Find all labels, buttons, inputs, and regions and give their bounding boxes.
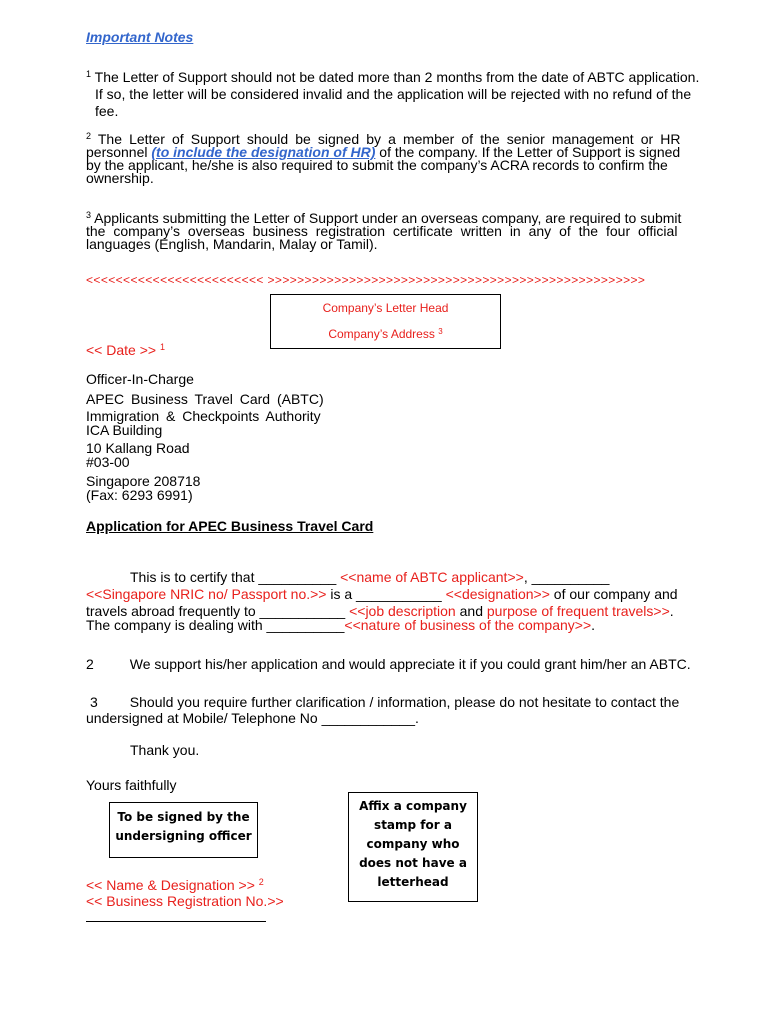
note-2 xyxy=(86,133,701,185)
note-3-line2: the company’s overseas business registration certificate written in any of the four official xyxy=(86,223,678,239)
note-1-line3: fee. xyxy=(95,103,119,119)
address-line3: Immigration & Checkpoints Authority xyxy=(86,408,321,424)
note-3-line3: languages (English, Mandarin, Malay or Tamil). xyxy=(86,236,378,252)
note-2-hr-designation: (to include the designation of HR) xyxy=(151,144,376,160)
business-registration-field: << Business Registration No.>> xyxy=(86,893,284,909)
address-line6: #03-00 xyxy=(86,454,130,470)
sign-box-line2: undersigning officer xyxy=(115,829,252,843)
note-2-line2-pre: personnel xyxy=(86,144,152,160)
certify-paragraph xyxy=(86,570,686,632)
note-3-line1: Applicants submitting the Letter of Support under an overseas company, are required to submit xyxy=(94,210,682,226)
job-description-placeholder: <<job description xyxy=(349,603,456,619)
certify-l3c: and xyxy=(455,603,487,619)
certify-l2b: is a ___________ xyxy=(326,586,446,602)
para2-number: 2 xyxy=(86,656,94,672)
date-field: << Date >> $^1$ xyxy=(86,342,165,358)
closing: Yours faithfully xyxy=(86,777,177,793)
certify-l4a: The company is dealing with __________ xyxy=(86,617,345,633)
note-3 xyxy=(86,212,701,251)
note-2-line2-post: of the company. If the Letter of Support is signed xyxy=(375,144,681,160)
note-1-line2: If so, the letter will be considered invalid and the application will be rejected with no refund of the xyxy=(95,86,692,102)
signature-box xyxy=(109,802,258,858)
notes-heading: Important Notes xyxy=(86,29,194,45)
para2-text: We support his/her application and would appreciate it if you could grant him/her an ABTC. xyxy=(129,656,691,672)
stamp-box-line5: letterhead xyxy=(377,875,449,889)
certify-l3a: travels abroad frequently to ___________ xyxy=(86,603,350,619)
para3-line1: Should you require further clarification / information, please do not hesitate to contact the xyxy=(129,694,680,710)
subject-line: Application for APEC Business Travel Card xyxy=(86,518,374,534)
note-1 xyxy=(86,70,701,118)
note-1-line1: The Letter of Support should not be dated more than 2 months from the date of ABTC application. xyxy=(94,69,700,85)
support-paragraph xyxy=(86,657,691,671)
travel-purpose-placeholder: purpose of frequent travels>> xyxy=(486,603,670,619)
address-line5: 10 Kallang Road xyxy=(86,440,190,456)
company-stamp-box xyxy=(348,792,478,902)
certify-l4c: . xyxy=(591,617,596,633)
note-2-line4: ownership. xyxy=(86,170,154,186)
letterhead-title: Company’s Letter Head xyxy=(322,301,449,315)
stamp-box-line4: does not have a xyxy=(359,856,467,870)
stamp-box-line1: Affix a company xyxy=(359,799,467,813)
stamp-box-line2: stamp for a xyxy=(374,818,452,832)
business-nature-placeholder: <<nature of business of the company>> xyxy=(344,617,592,633)
recipient-address xyxy=(86,372,324,502)
name-designation-field: << Name & Designation >> $^2$ xyxy=(86,877,264,893)
address-line7: Singapore 208718 xyxy=(86,473,201,489)
certify-l2d: of our company and xyxy=(549,586,678,602)
address-line4: ICA Building xyxy=(86,422,163,438)
sign-box-line1: To be signed by the xyxy=(117,810,250,824)
thank-you: Thank you. xyxy=(130,742,200,758)
note-2-line3: by the applicant, he/she is also required to submit the company’s ACRA records to confirm the xyxy=(86,157,668,173)
certify-l3e: . xyxy=(669,603,674,619)
signature-line xyxy=(86,921,266,922)
letterhead-box xyxy=(270,294,501,349)
stamp-box-line3: company who xyxy=(366,837,460,851)
note-2-line1: The Letter of Support should be signed by a member of the senior management or HR xyxy=(97,131,681,147)
contact-paragraph xyxy=(86,695,679,725)
address-line2: APEC Business Travel Card (ABTC) xyxy=(86,391,324,407)
certify-l1a: This is to certify that __________ xyxy=(130,569,341,585)
address-line8: (Fax: 6293 6991) xyxy=(86,487,193,503)
nric-placeholder: <<Singapore NRIC no/ Passport no.>> xyxy=(86,586,327,602)
letterhead-address: Company’s Address $^3$ xyxy=(328,327,443,341)
applicant-name-placeholder: <<name of ABTC applicant>> xyxy=(340,569,524,585)
designation-placeholder: <<designation>> xyxy=(445,586,550,602)
address-line1: Officer-In-Charge xyxy=(86,371,194,387)
certify-l1c: , __________ xyxy=(523,569,610,585)
note-2-sup: 2 xyxy=(86,131,92,141)
para3-line2: undersigned at Mobile/ Telephone No ____________. xyxy=(86,710,419,726)
note-3-sup: 3 xyxy=(86,210,92,220)
separator-line: <<<<<<<<<<<<<<<<<<<<<<<< >>>>>>>>>>>>>>>>>>>>>>>>>>>>>>>>>>>>>>>>>>>>>>>>>>> xyxy=(86,273,646,287)
para3-number: 3 xyxy=(90,694,98,710)
note-1-sup: 1 xyxy=(86,69,92,79)
